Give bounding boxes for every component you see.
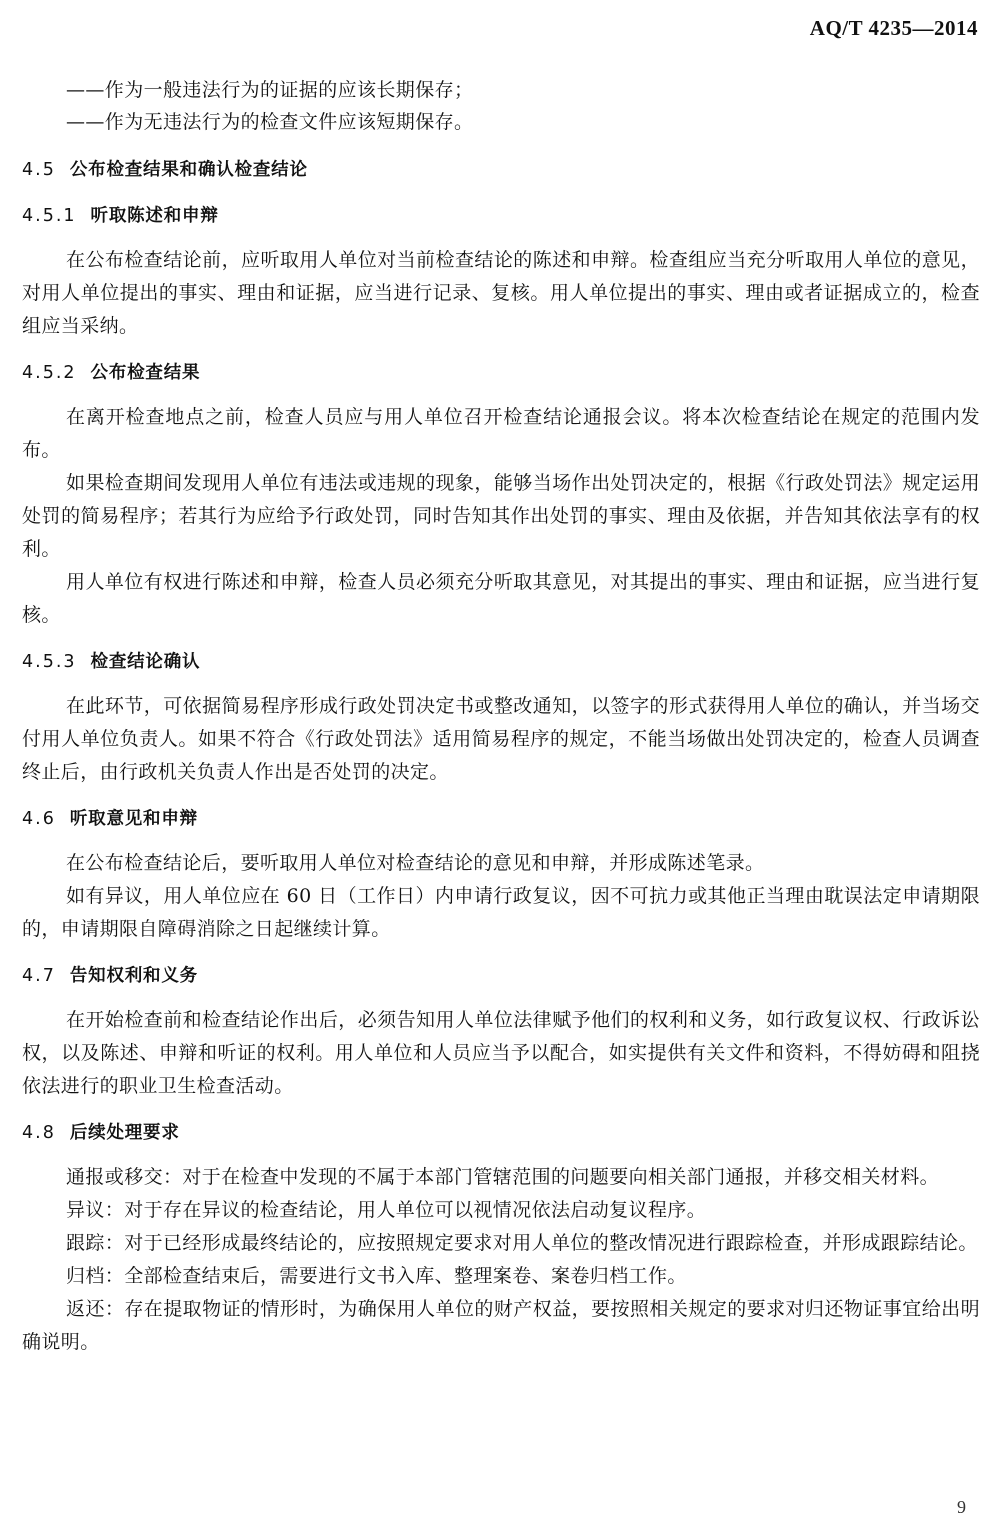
- section-heading-4-5-3: [22, 646, 980, 678]
- paragraph: 在此环节，可依据简易程序形成行政处罚决定书或整改通知，以签字的形式获得用人单位的确认，并当场交付用人单位负责人。如果不符合《行政处罚法》适用简易程序的规定，不能当场做出处罚决定的，检查人员调查终止后，由行政机关负责人作出是否处罚的决定。: [22, 695, 980, 783]
- paragraph: 在离开检查地点之前，检查人员应与用人单位召开检查结论通报会议。将本次检查结论在规定的范围内发布。: [22, 406, 980, 461]
- paragraph: 在开始检查前和检查结论作出后，必须告知用人单位法律赋予他们的权利和义务，如行政复议权、行政诉讼权，以及陈述、申辩和听证的权利。用人单位和人员应当予以配合，如实提供有关文件和资料，不得妨碍和阻挠依法进行的职业卫生检查活动。: [22, 1009, 980, 1097]
- paragraph: 归档：全部检查结束后，需要进行文书入库、整理案卷、案卷归档工作。: [66, 1265, 687, 1287]
- section-title: 公布检查结果和确认检查结论: [69, 160, 308, 180]
- section-number: 4.6: [22, 809, 56, 829]
- section-title: 后续处理要求: [69, 1123, 180, 1143]
- section-number: 4.5.2: [22, 363, 77, 383]
- paragraph: 跟踪：对于已经形成最终结论的，应按照规定要求对用人单位的整改情况进行跟踪检查，并形成跟踪结论。: [66, 1232, 978, 1254]
- section-title: 听取陈述和申辩: [90, 206, 219, 226]
- paragraph: 在公布检查结论后，要听取用人单位对检查结论的意见和申辩，并形成陈述笔录。: [66, 852, 765, 874]
- section-title: 听取意见和申辩: [69, 809, 198, 829]
- paragraph: 如有异议，用人单位应在 60 日（工作日）内申请行政复议，因不可抗力或其他正当理由耽误法定申请期限的，申请期限自障碍消除之日起继续计算。: [22, 885, 980, 940]
- section-number: 4.5.3: [22, 652, 77, 672]
- section-title: 告知权利和义务: [69, 966, 198, 986]
- section-number: 4.5: [22, 160, 56, 180]
- section-title: 检查结论确认: [90, 652, 201, 672]
- section-heading-4-8: [22, 1117, 980, 1149]
- section-heading-4-6: [22, 803, 980, 835]
- document-body: [22, 74, 980, 1359]
- section-heading-4-5-1: [22, 200, 980, 232]
- section-heading-4-5: [22, 154, 980, 186]
- section-number: 4.5.1: [22, 206, 77, 226]
- paragraph: 如果检查期间发现用人单位有违法或违规的现象，能够当场作出处罚决定的，根据《行政处罚法》规定运用处罚的简易程序；若其行为应给予行政处罚，同时告知其作出处罚的事实、理由及依据，并告知其依法享有的权利。: [22, 472, 980, 560]
- paragraph: 通报或移交：对于在检查中发现的不属于本部门管辖范围的问题要向相关部门通报，并移交相关材料。: [66, 1166, 940, 1188]
- paragraph: 用人单位有权进行陈述和申辩，检查人员必须充分听取其意见，对其提出的事实、理由和证据，应当进行复核。: [22, 571, 980, 626]
- dash-item: ——作为一般违法行为的证据的应该长期保存；: [66, 79, 474, 101]
- paragraph: 返还：存在提取物证的情形时，为确保用人单位的财产权益，要按照相关规定的要求对归还物证事宜给出明确说明。: [22, 1298, 980, 1353]
- section-title: 公布检查结果: [90, 363, 201, 383]
- section-heading-4-7: [22, 960, 980, 992]
- section-number: 4.8: [22, 1123, 56, 1143]
- paragraph: 在公布检查结论前，应听取用人单位对当前检查结论的陈述和申辩。检查组应当充分听取用人单位的意见，对用人单位提出的事实、理由和证据，应当进行记录、复核。用人单位提出的事实、理由或者证据成立的，检查组应当采纳。: [22, 249, 980, 337]
- standard-code: AQ/T 4235—2014: [809, 16, 978, 40]
- page-number: 9: [957, 1497, 966, 1517]
- section-number: 4.7: [22, 966, 56, 986]
- dash-item: ——作为无违法行为的检查文件应该短期保存。: [66, 111, 474, 133]
- section-heading-4-5-2: [22, 357, 980, 389]
- paragraph: 异议：对于存在异议的检查结论，用人单位可以视情况依法启动复议程序。: [66, 1199, 707, 1221]
